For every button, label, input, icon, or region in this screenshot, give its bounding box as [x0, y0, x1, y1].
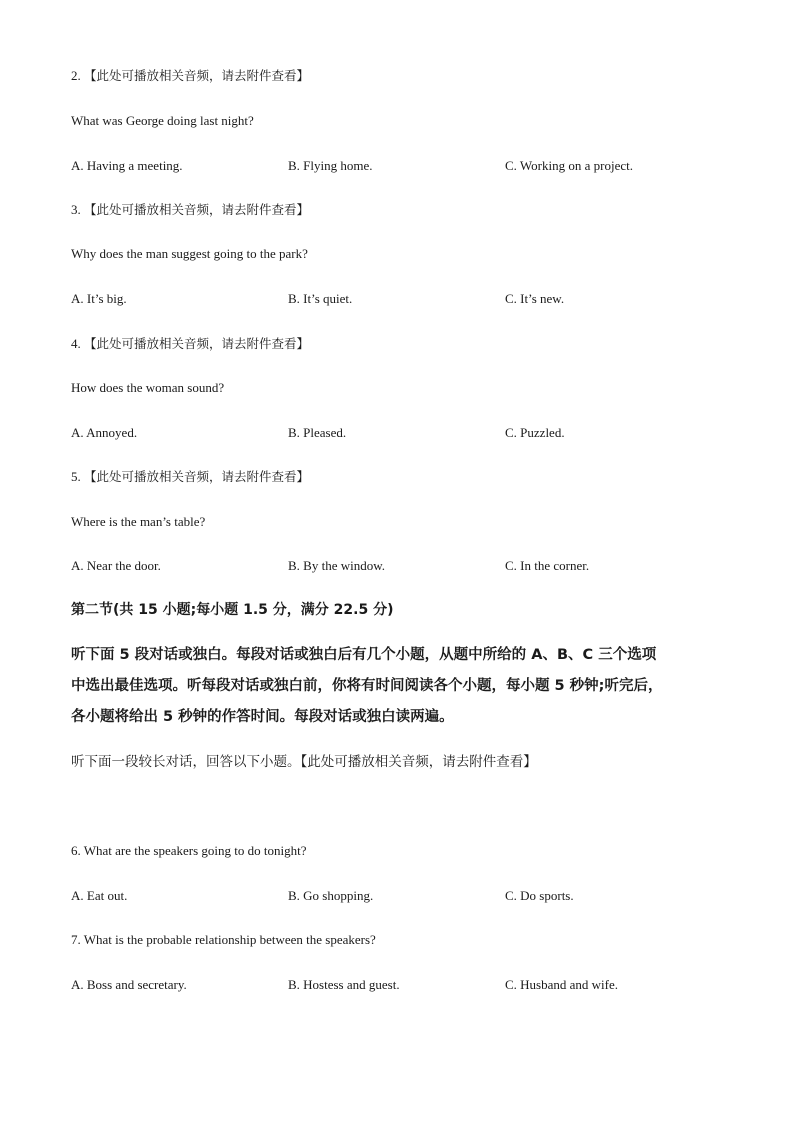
question-number: 4. [71, 336, 81, 351]
option-b[interactable]: B. Flying home. [288, 158, 373, 173]
question-6-text: 6. What are the speakers going to do tonight? [71, 843, 307, 858]
option-a[interactable]: A. Near the door. [71, 558, 161, 573]
question-number: 2. [71, 68, 81, 83]
question-3-header [71, 201, 309, 219]
dialogue-intro[interactable]: 听下面一段较长对话，回答以下小题。【此处可播放相关音频，请去附件查看】 [71, 754, 537, 770]
question-4-options [71, 424, 751, 442]
question-7-options [71, 976, 751, 994]
option-b[interactable]: B. It’s quiet. [288, 291, 353, 306]
question-3-options [71, 290, 751, 308]
option-c[interactable]: C. In the corner. [505, 558, 590, 573]
question-number: 3. [71, 202, 81, 217]
audio-note[interactable]: 【此处可播放相关音频，请去附件查看】 [84, 68, 310, 83]
instruction-line: 各小题将给出 5 秒钟的作答时间。每段对话或独白读两遍。 [71, 709, 454, 725]
option-b[interactable]: B. By the window. [288, 558, 386, 573]
option-c[interactable]: C. Do sports. [505, 888, 574, 903]
instruction-line: 中选出最佳选项。听每段对话或独白前，你将有时间阅读各个小题，每小题 5 秒钟;听完后， [71, 678, 663, 694]
option-c[interactable]: C. It’s new. [505, 291, 565, 306]
option-b[interactable]: B. Pleased. [288, 425, 347, 440]
option-c[interactable]: C. Puzzled. [505, 425, 565, 440]
option-a[interactable]: A. Annoyed. [71, 425, 138, 440]
audio-note[interactable]: 【此处可播放相关音频，请去附件查看】 [84, 469, 310, 484]
question-2-header [71, 67, 309, 85]
option-c[interactable]: C. Husband and wife. [505, 977, 619, 992]
question-4-header [71, 335, 309, 353]
option-b[interactable]: B. Hostess and guest. [288, 977, 400, 992]
question-6-options [71, 887, 751, 905]
option-a[interactable]: A. Eat out. [71, 888, 128, 903]
question-2-text: What was George doing last night? [71, 113, 254, 128]
audio-note[interactable]: 【此处可播放相关音频，请去附件查看】 [84, 202, 310, 217]
option-b[interactable]: B. Go shopping. [288, 888, 374, 903]
question-5-header [71, 468, 309, 486]
option-a[interactable]: A. Having a meeting. [71, 158, 183, 173]
option-a[interactable]: A. Boss and secretary. [71, 977, 187, 992]
question-3-text: Why does the man suggest going to the park? [71, 246, 308, 261]
option-c[interactable]: C. Working on a project. [505, 158, 633, 173]
option-a[interactable]: A. It’s big. [71, 291, 127, 306]
section-2-heading: 第二节(共 15 小题;每小题 1.5 分，满分 22.5 分) [71, 602, 394, 618]
audio-note[interactable]: 【此处可播放相关音频，请去附件查看】 [84, 336, 310, 351]
section-2-instructions [71, 640, 731, 733]
question-2-options [71, 157, 751, 175]
question-4-text: How does the woman sound? [71, 380, 225, 395]
instruction-line: 听下面 5 段对话或独白。每段对话或独白后有几个小题，从题中所给的 A、B、C 三个选项 [71, 647, 657, 663]
question-5-text: Where is the man’s table? [71, 514, 206, 529]
question-number: 5. [71, 469, 81, 484]
question-7-text: 7. What is the probable relationship between the speakers? [71, 932, 376, 947]
question-5-options [71, 557, 751, 575]
